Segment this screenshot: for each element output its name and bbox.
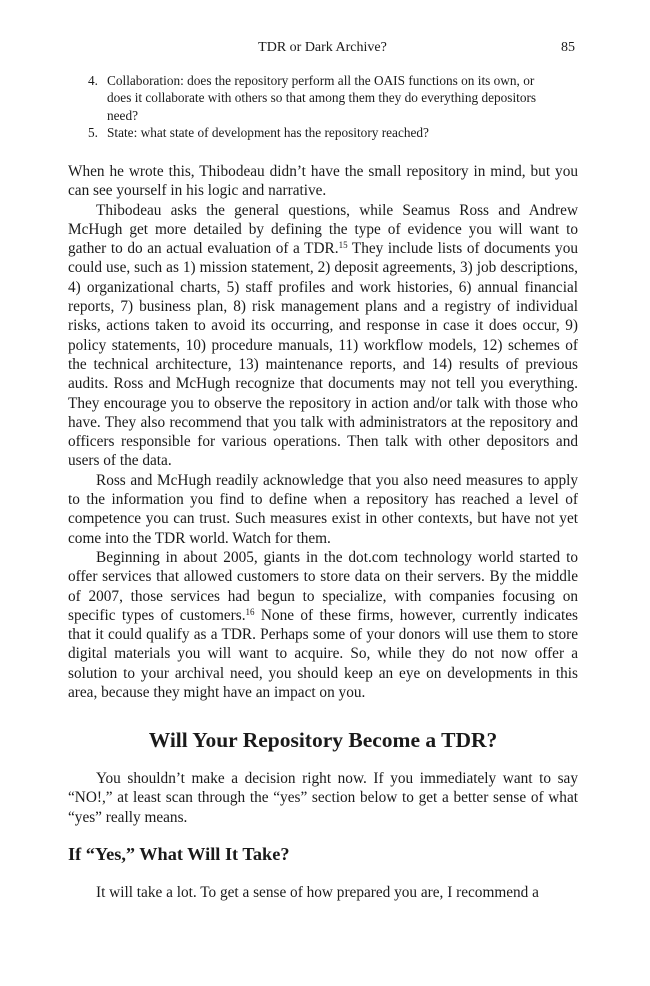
list-item-number: 5. <box>88 124 98 140</box>
subsection-heading: If “Yes,” What Will It Take? <box>68 844 290 864</box>
subsection-body <box>68 883 578 902</box>
list-item <box>88 124 558 141</box>
footnote-ref: 15 <box>338 240 348 251</box>
running-title: TDR or Dark Archive? <box>258 40 387 55</box>
list-item <box>88 72 558 124</box>
paragraph: You shouldn’t make a decision right now. If you immediately want to say “NO!,” at least scan through the “yes” section below to get a better sense of what “yes” really means. <box>68 770 578 826</box>
page-number: 85 <box>561 40 575 55</box>
body-text <box>68 162 578 702</box>
paragraph-text: None of these firms, however, currently indicates that it could qualify as a TDR. Perhaps some of your donors will use them to store digital materials you will want to acquire. So, while they do not now offer a solution to your archival need, you should keep an eye on developments in this area, because they might have an impact on you. <box>68 606 578 702</box>
section-body <box>68 769 578 827</box>
paragraph-text: Beginning in about 2005, giants in the dot.com technology world started to offer services that allowed customers to store data on their servers. By the middle of 2007, those services had begun to specialize, with companies focusing on specific types of customers. <box>68 548 578 624</box>
paragraph: When he wrote this, Thibodeau didn’t have the small repository in mind, but you can see yourself in his logic and narrative. <box>68 163 578 200</box>
paragraph: It will take a lot. To get a sense of how prepared you are, I recommend a <box>96 884 539 901</box>
paragraph: Ross and McHugh readily acknowledge that you also need measures to apply to the information you find to define when a repository has reached a level of competence you can trust. Such measures exist in other contexts, but have not yet come into the TDR world. Watch for them. <box>68 471 578 547</box>
paragraph <box>68 201 578 471</box>
list-item-text: State: what state of development has the repository reached? <box>107 124 429 140</box>
paragraph-text: Thibodeau asks the general questions, while Seamus Ross and Andrew McHugh get more detailed by defining the type of evidence you will want to gather to do an actual evaluation of a TDR. <box>68 201 578 258</box>
footnote-ref: 16 <box>245 606 255 617</box>
section-heading: Will Your Repository Become a TDR? <box>148 728 498 752</box>
paragraph <box>68 548 578 702</box>
list-item-number: 4. <box>88 73 98 88</box>
list-item-text: Collaboration: does the repository perform all the OAIS functions on its own, or does it collaborate with others so that among them they do everything depositors need? <box>107 73 537 123</box>
running-header <box>68 40 577 60</box>
numbered-list <box>88 72 558 141</box>
paragraph-text: They include lists of documents you could use, such as 1) mission statement, 2) deposit agreements, 3) job descriptions, 4) organizational charts, 5) staff profiles and work histories, 6) annual financial reports, 7) business plan, 8) risk management plans and a registry of individual risks, actions taken to avoid its occurring, and response in case it does occur, 9) policy statements, 10) procedure manuals, 11) workflow models, 12) schemes of the technical architecture, 13) maintenance reports, and 14) results of previous audits. Ross and McHugh recognize that documents may not tell you everything. They encourage you to observe the repository in action and/or talk with those who have. They also recommend that you talk with administrators at the repository and officers responsible for various operations. Then talk with other depositors and users of the data. <box>68 240 578 470</box>
